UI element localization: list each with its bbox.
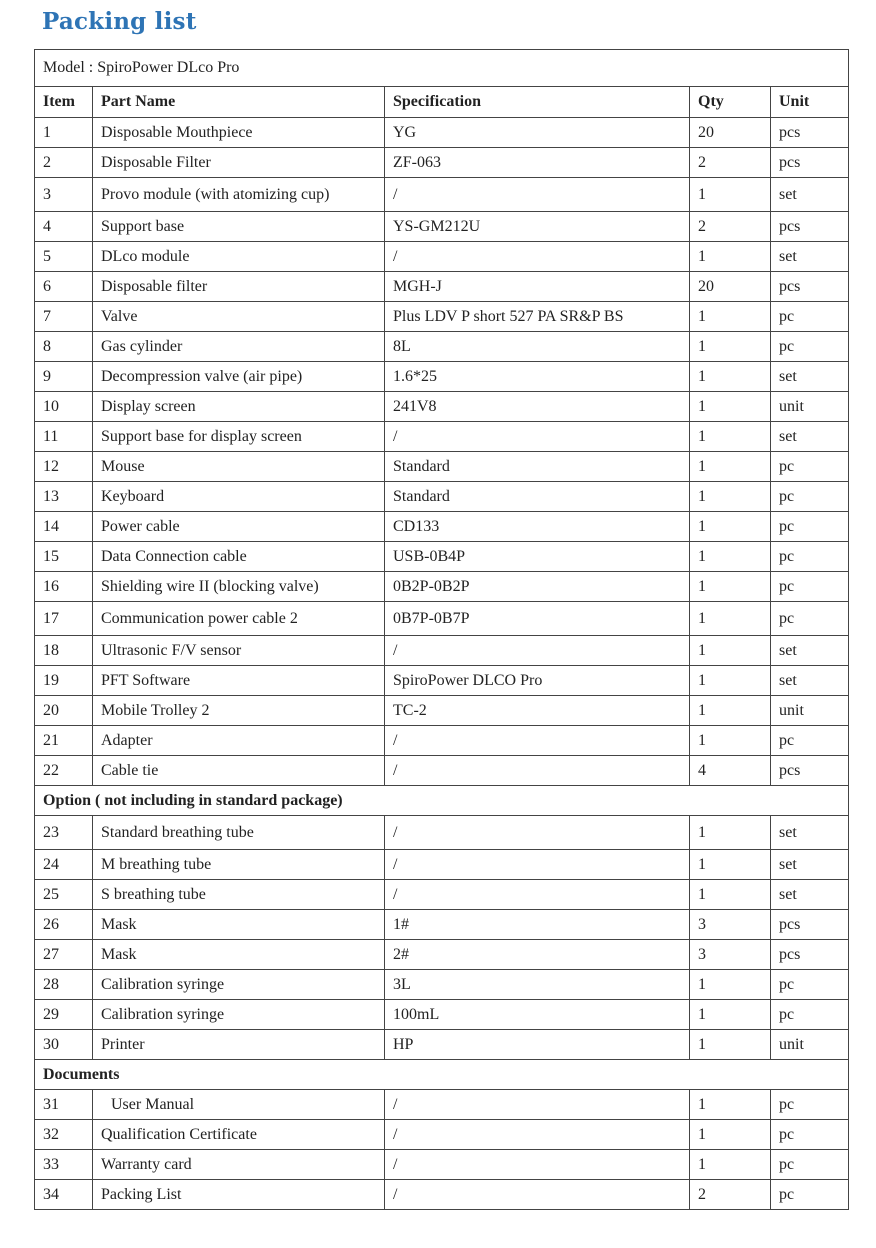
table-row xyxy=(35,1180,849,1210)
model-row xyxy=(35,50,849,87)
header-unit: Unit xyxy=(771,87,849,118)
qty-cell: 1 xyxy=(690,1150,771,1180)
item-number-cell: 26 xyxy=(35,910,93,940)
unit-cell: set xyxy=(771,362,849,392)
table-row xyxy=(35,850,849,880)
unit-cell: unit xyxy=(771,696,849,726)
qty-cell: 1 xyxy=(690,816,771,850)
item-number-cell: 2 xyxy=(35,148,93,178)
unit-cell: set xyxy=(771,880,849,910)
item-number-cell: 9 xyxy=(35,362,93,392)
specification-cell: YG xyxy=(385,118,690,148)
part-name-cell: Data Connection cable xyxy=(93,542,385,572)
table-row xyxy=(35,970,849,1000)
table-row xyxy=(35,1120,849,1150)
part-name-cell: Display screen xyxy=(93,392,385,422)
table-row xyxy=(35,1030,849,1060)
table-row xyxy=(35,422,849,452)
specification-cell: / xyxy=(385,1180,690,1210)
table-row xyxy=(35,1090,849,1120)
packing-list-table xyxy=(34,49,849,1210)
unit-cell: pc xyxy=(771,452,849,482)
item-number-cell: 14 xyxy=(35,512,93,542)
specification-cell: / xyxy=(385,850,690,880)
part-name-cell: Adapter xyxy=(93,726,385,756)
part-name-cell: Packing List xyxy=(93,1180,385,1210)
qty-cell: 20 xyxy=(690,272,771,302)
specification-cell: / xyxy=(385,726,690,756)
part-name-cell: Warranty card xyxy=(93,1150,385,1180)
item-number-cell: 4 xyxy=(35,212,93,242)
documents-section-row xyxy=(35,1060,849,1090)
table-row xyxy=(35,726,849,756)
table-row xyxy=(35,148,849,178)
qty-cell: 20 xyxy=(690,118,771,148)
table-row xyxy=(35,636,849,666)
part-name-cell: PFT Software xyxy=(93,666,385,696)
unit-cell: unit xyxy=(771,1030,849,1060)
part-name-cell: Standard breathing tube xyxy=(93,816,385,850)
specification-cell: / xyxy=(385,756,690,786)
table-row xyxy=(35,880,849,910)
part-name-cell: Disposable Mouthpiece xyxy=(93,118,385,148)
item-number-cell: 5 xyxy=(35,242,93,272)
unit-cell: pc xyxy=(771,726,849,756)
qty-cell: 1 xyxy=(690,726,771,756)
part-name-cell: Mask xyxy=(93,940,385,970)
part-name-cell: Support base xyxy=(93,212,385,242)
qty-cell: 1 xyxy=(690,392,771,422)
specification-cell: YS-GM212U xyxy=(385,212,690,242)
specification-cell: / xyxy=(385,880,690,910)
part-name-cell: Valve xyxy=(93,302,385,332)
unit-cell: pc xyxy=(771,572,849,602)
unit-cell: pcs xyxy=(771,272,849,302)
unit-cell: pcs xyxy=(771,756,849,786)
qty-cell: 1 xyxy=(690,1090,771,1120)
table-row xyxy=(35,696,849,726)
item-number-cell: 32 xyxy=(35,1120,93,1150)
unit-cell: pcs xyxy=(771,118,849,148)
specification-cell: USB-0B4P xyxy=(385,542,690,572)
specification-cell: 8L xyxy=(385,332,690,362)
part-name-cell: M breathing tube xyxy=(93,850,385,880)
table-header-row xyxy=(35,87,849,118)
qty-cell: 1 xyxy=(690,302,771,332)
item-number-cell: 31 xyxy=(35,1090,93,1120)
part-name-cell: Support base for display screen xyxy=(93,422,385,452)
part-name-cell: DLco module xyxy=(93,242,385,272)
specification-cell: / xyxy=(385,422,690,452)
item-number-cell: 24 xyxy=(35,850,93,880)
item-number-cell: 13 xyxy=(35,482,93,512)
table-row xyxy=(35,302,849,332)
specification-cell: 2# xyxy=(385,940,690,970)
specification-cell: / xyxy=(385,1120,690,1150)
table-row xyxy=(35,482,849,512)
part-name-cell: Keyboard xyxy=(93,482,385,512)
table-row xyxy=(35,118,849,148)
part-name-cell: Gas cylinder xyxy=(93,332,385,362)
part-name-cell: Mouse xyxy=(93,452,385,482)
qty-cell: 1 xyxy=(690,178,771,212)
specification-cell: 3L xyxy=(385,970,690,1000)
table-row xyxy=(35,1150,849,1180)
table-row xyxy=(35,362,849,392)
specification-cell: SpiroPower DLCO Pro xyxy=(385,666,690,696)
table-row xyxy=(35,542,849,572)
item-number-cell: 11 xyxy=(35,422,93,452)
unit-cell: set xyxy=(771,666,849,696)
table-row xyxy=(35,242,849,272)
specification-cell: Plus LDV P short 527 PA SR&P BS xyxy=(385,302,690,332)
item-number-cell: 17 xyxy=(35,602,93,636)
unit-cell: pc xyxy=(771,1150,849,1180)
unit-cell: pc xyxy=(771,970,849,1000)
specification-cell: / xyxy=(385,178,690,212)
qty-cell: 1 xyxy=(690,452,771,482)
table-row xyxy=(35,212,849,242)
item-number-cell: 21 xyxy=(35,726,93,756)
qty-cell: 1 xyxy=(690,1120,771,1150)
part-name-cell: Mobile Trolley 2 xyxy=(93,696,385,726)
table-row xyxy=(35,666,849,696)
header-item: Item xyxy=(35,87,93,118)
qty-cell: 1 xyxy=(690,332,771,362)
item-number-cell: 27 xyxy=(35,940,93,970)
unit-cell: set xyxy=(771,816,849,850)
part-name-cell: Disposable filter xyxy=(93,272,385,302)
item-number-cell: 10 xyxy=(35,392,93,422)
item-number-cell: 33 xyxy=(35,1150,93,1180)
part-name-cell: S breathing tube xyxy=(93,880,385,910)
unit-cell: pc xyxy=(771,482,849,512)
qty-cell: 3 xyxy=(690,910,771,940)
part-name-cell: Qualification Certificate xyxy=(93,1120,385,1150)
table-row xyxy=(35,332,849,362)
qty-cell: 2 xyxy=(690,212,771,242)
qty-cell: 1 xyxy=(690,422,771,452)
part-name-cell: Disposable Filter xyxy=(93,148,385,178)
part-name-cell: Mask xyxy=(93,910,385,940)
qty-cell: 1 xyxy=(690,850,771,880)
qty-cell: 1 xyxy=(690,602,771,636)
table-row xyxy=(35,452,849,482)
unit-cell: set xyxy=(771,850,849,880)
unit-cell: set xyxy=(771,422,849,452)
item-number-cell: 22 xyxy=(35,756,93,786)
item-number-cell: 30 xyxy=(35,1030,93,1060)
unit-cell: pcs xyxy=(771,212,849,242)
unit-cell: pc xyxy=(771,1120,849,1150)
specification-cell: 0B7P-0B7P xyxy=(385,602,690,636)
specification-cell: 0B2P-0B2P xyxy=(385,572,690,602)
item-number-cell: 1 xyxy=(35,118,93,148)
unit-cell: pc xyxy=(771,302,849,332)
model-label: Model : SpiroPower DLco Pro xyxy=(35,50,849,87)
unit-cell: pc xyxy=(771,1180,849,1210)
table-row xyxy=(35,178,849,212)
qty-cell: 1 xyxy=(690,542,771,572)
specification-cell: 1# xyxy=(385,910,690,940)
unit-cell: pc xyxy=(771,332,849,362)
qty-cell: 1 xyxy=(690,482,771,512)
qty-cell: 1 xyxy=(690,880,771,910)
qty-cell: 3 xyxy=(690,940,771,970)
item-number-cell: 8 xyxy=(35,332,93,362)
item-number-cell: 7 xyxy=(35,302,93,332)
qty-cell: 1 xyxy=(690,636,771,666)
unit-cell: unit xyxy=(771,392,849,422)
qty-cell: 1 xyxy=(690,572,771,602)
item-number-cell: 23 xyxy=(35,816,93,850)
specification-cell: HP xyxy=(385,1030,690,1060)
item-number-cell: 19 xyxy=(35,666,93,696)
part-name-cell: Provo module (with atomizing cup) xyxy=(93,178,385,212)
qty-cell: 4 xyxy=(690,756,771,786)
part-name-cell: Ultrasonic F/V sensor xyxy=(93,636,385,666)
unit-cell: pcs xyxy=(771,148,849,178)
table-row xyxy=(35,272,849,302)
specification-cell: CD133 xyxy=(385,512,690,542)
unit-cell: set xyxy=(771,636,849,666)
qty-cell: 1 xyxy=(690,362,771,392)
header-specification: Specification xyxy=(385,87,690,118)
part-name-cell: Calibration syringe xyxy=(93,1000,385,1030)
item-number-cell: 12 xyxy=(35,452,93,482)
part-name-cell: Power cable xyxy=(93,512,385,542)
specification-cell: / xyxy=(385,1150,690,1180)
part-name-cell: Communication power cable 2 xyxy=(93,602,385,636)
table-row xyxy=(35,602,849,636)
specification-cell: MGH-J xyxy=(385,272,690,302)
specification-cell: / xyxy=(385,816,690,850)
qty-cell: 1 xyxy=(690,970,771,1000)
table-row xyxy=(35,816,849,850)
table-row xyxy=(35,910,849,940)
qty-cell: 1 xyxy=(690,666,771,696)
specification-cell: ZF-063 xyxy=(385,148,690,178)
qty-cell: 2 xyxy=(690,148,771,178)
item-number-cell: 16 xyxy=(35,572,93,602)
item-number-cell: 15 xyxy=(35,542,93,572)
item-number-cell: 3 xyxy=(35,178,93,212)
documents-section-label: Documents xyxy=(35,1060,849,1090)
unit-cell: pc xyxy=(771,602,849,636)
unit-cell: set xyxy=(771,242,849,272)
specification-cell: Standard xyxy=(385,482,690,512)
item-number-cell: 29 xyxy=(35,1000,93,1030)
part-name-cell xyxy=(93,1090,385,1120)
item-number-cell: 6 xyxy=(35,272,93,302)
item-number-cell: 34 xyxy=(35,1180,93,1210)
unit-cell: pc xyxy=(771,512,849,542)
specification-cell: / xyxy=(385,636,690,666)
specification-cell: Standard xyxy=(385,452,690,482)
part-name-cell: Calibration syringe xyxy=(93,970,385,1000)
unit-cell: pcs xyxy=(771,940,849,970)
part-name-cell: Shielding wire II (blocking valve) xyxy=(93,572,385,602)
item-number-cell: 25 xyxy=(35,880,93,910)
part-name-cell: Decompression valve (air pipe) xyxy=(93,362,385,392)
unit-cell: pc xyxy=(771,1090,849,1120)
part-name-cell: Cable tie xyxy=(93,756,385,786)
qty-cell: 1 xyxy=(690,696,771,726)
specification-cell: 100mL xyxy=(385,1000,690,1030)
specification-cell: / xyxy=(385,242,690,272)
option-section-label: Option ( not including in standard package) xyxy=(35,786,849,816)
specification-cell: TC-2 xyxy=(385,696,690,726)
qty-cell: 1 xyxy=(690,242,771,272)
table-row xyxy=(35,756,849,786)
qty-cell: 1 xyxy=(690,1030,771,1060)
specification-cell: 241V8 xyxy=(385,392,690,422)
page-title: Packing list xyxy=(42,8,197,35)
header-part-name: Part Name xyxy=(93,87,385,118)
table-row xyxy=(35,1000,849,1030)
part-name-text: User Manual xyxy=(111,1095,195,1113)
specification-cell: 1.6*25 xyxy=(385,362,690,392)
specification-cell: / xyxy=(385,1090,690,1120)
item-number-cell: 28 xyxy=(35,970,93,1000)
qty-cell: 1 xyxy=(690,1000,771,1030)
unit-cell: pcs xyxy=(771,910,849,940)
qty-cell: 1 xyxy=(690,512,771,542)
qty-cell: 2 xyxy=(690,1180,771,1210)
unit-cell: pc xyxy=(771,1000,849,1030)
unit-cell: set xyxy=(771,178,849,212)
unit-cell: pc xyxy=(771,542,849,572)
table-row xyxy=(35,512,849,542)
item-number-cell: 18 xyxy=(35,636,93,666)
table-row xyxy=(35,572,849,602)
table-row xyxy=(35,940,849,970)
part-name-cell: Printer xyxy=(93,1030,385,1060)
header-qty: Qty xyxy=(690,87,771,118)
table-row xyxy=(35,392,849,422)
option-section-row xyxy=(35,786,849,816)
item-number-cell: 20 xyxy=(35,696,93,726)
